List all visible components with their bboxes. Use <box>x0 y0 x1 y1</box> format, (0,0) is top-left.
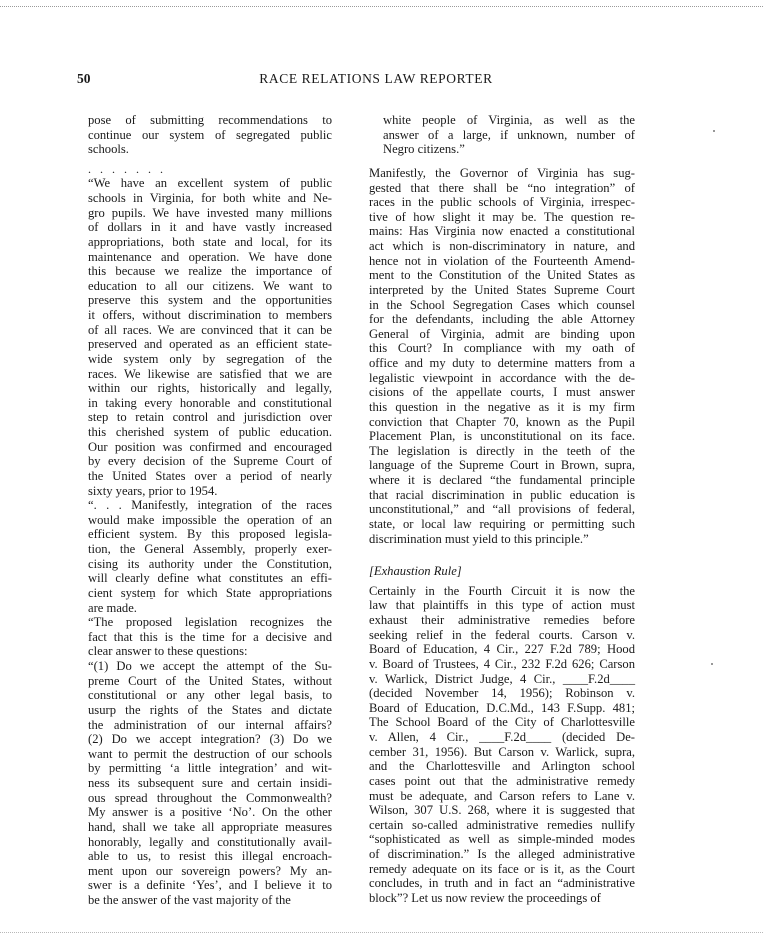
text-line: The School Board of the City of Charlottesville <box>369 715 635 730</box>
text-line: are made. <box>88 600 137 615</box>
paragraph <box>369 584 635 906</box>
text-line: sixty years, prior to 1954. <box>88 483 218 498</box>
text-line: Manifestly, the Governor of Virginia has sug- <box>369 165 635 180</box>
text-line: exhaust their administrative remedies before <box>369 613 635 627</box>
text-line: step to retain control and jurisdiction over <box>88 410 332 425</box>
paragraph <box>88 615 332 659</box>
text-line: will clearly define what constitutes an effi- <box>88 571 332 586</box>
paragraph <box>88 176 332 498</box>
text-line: certain so-called administrative remedies nullify <box>369 817 635 832</box>
text-line: ous spread throughout the Commonwealth? <box>88 790 332 805</box>
text-line: unconstitutional,” and “all provisions of federal, <box>369 502 635 517</box>
text-line: block”? Let us now review the proceedings of <box>369 890 601 905</box>
section-subheading: [Exhaustion Rule] <box>369 564 462 579</box>
text-line: by every decision of the Supreme Court of <box>88 454 332 469</box>
text-line: the administration of our internal affairs? <box>88 717 332 732</box>
text-line: preserved and operated as an efficient state- <box>88 337 332 352</box>
text-line: races in the public schools of Virginia, irrespec- <box>369 195 635 210</box>
text-line: this cherished system of public education. <box>88 425 332 440</box>
text-line: cisions of the appellate courts, I must answer <box>369 385 635 400</box>
text-line: fact that this is the time for a decisive and <box>88 629 332 644</box>
text-line: The legislation is directly in the teeth of the <box>369 443 635 458</box>
text-line: cising its authority under the Constitution, <box>88 556 332 571</box>
text-line: that racial discrimination in public education is <box>369 487 635 502</box>
text-line: Placement Plan, is unconstitutional on its face. <box>369 429 635 444</box>
scan-speck <box>711 663 713 665</box>
text-line: education to all our citizens. We want to <box>88 278 332 293</box>
text-line: answer of a large, if unknown, number of <box>383 127 635 142</box>
text-line: continue our system of segregated public <box>88 127 332 142</box>
text-line: remedy adequate on its face or is it, as the Court <box>369 861 635 876</box>
text-line: within our rights, historically and legally, <box>88 381 332 396</box>
text-line: Wilson, 307 U.S. 268, where it is suggested that <box>369 803 635 818</box>
text-line: this Court? In compliance with my oath of <box>369 341 635 356</box>
text-line: “. . . Manifestly, integration of the races <box>88 498 332 513</box>
text-line: ness its subsequent sure and certain insidi- <box>88 776 332 791</box>
text-line: legalistic viewpoint in accordance with the de- <box>369 370 635 385</box>
page-header <box>72 71 680 89</box>
text-line: constitutional or any other legal basis, to <box>88 688 332 703</box>
text-line: Board of Education, 4 Cir., 227 F.2d 789; Hood <box>369 642 635 657</box>
text-line: Board of Education, D.C.Md., 143 F.Supp. 481; <box>369 700 635 715</box>
text-line: gested that there shall be “no integration” of <box>369 180 635 195</box>
text-line: appropriations, both state and local, for its <box>88 234 332 249</box>
text-line: tion, the General Assembly, properly exer- <box>88 542 332 557</box>
right-column <box>369 113 635 906</box>
text-line: tive of how slight it may be. The question re- <box>369 209 635 224</box>
ellipsis-marker: . . . . . . . <box>88 161 166 176</box>
paragraph <box>369 166 635 546</box>
text-line: “(1) Do we accept the attempt of the Su- <box>88 659 332 674</box>
text-line: swer is a definite ‘Yes’, and I believe it to <box>88 878 332 893</box>
page-number: 50 <box>77 71 91 86</box>
text-line: concludes, in truth and in fact an “administrative <box>369 876 635 891</box>
text-line: Negro citizens.” <box>383 142 465 157</box>
text-line: Our position was confirmed and encouraged <box>88 439 332 454</box>
text-line: hence not in violation of the Fourteenth Amend- <box>369 253 635 268</box>
text-line: able to us, to resist this illegal encroach- <box>88 849 332 864</box>
text-line: ment upon our sovereign powers? My an- <box>88 863 332 878</box>
text-line: in taking every honorable and constitutional <box>88 395 332 410</box>
text-line: My answer is a positive ‘No’. On the other <box>88 805 332 820</box>
text-line: “We have an excellent system of public <box>88 176 332 191</box>
text-line: wide system only by segregation of the <box>88 351 332 366</box>
text-line: honorably, legally and constitutionally avail- <box>88 834 332 849</box>
text-line: v. Allen, 4 Cir., ____F.2d____ (decided De- <box>369 730 635 744</box>
text-line: for the defendants, including the able Attorney <box>369 312 635 327</box>
text-line: gro pupils. We have invested many millions <box>88 205 332 220</box>
text-line: cember 31, 1956). But Carson v. Warlick, supra, <box>369 744 635 759</box>
text-line: “The proposed legislation recognizes the <box>88 615 332 630</box>
text-line: in the School Segregation Cases which counsel <box>369 297 635 312</box>
left-column <box>88 113 332 908</box>
text-line: discrimination must yield to this principle.” <box>369 531 589 546</box>
scan-edge-top <box>0 6 763 7</box>
text-line: usurp the rights of the States and dictate <box>88 702 332 717</box>
text-line: it offers, without discrimination to members <box>88 308 332 323</box>
text-line: this because we realize the importance of <box>88 264 332 279</box>
text-line: law that plaintiffs in this type of action must <box>369 598 635 613</box>
text-line: this question in the negative as it is my firm <box>369 399 635 414</box>
scan-edge-bottom <box>0 932 763 933</box>
text-line: language of the Supreme Court in Brown, supra, <box>369 458 635 473</box>
text-line: state, or local law requiring or permitting such <box>369 516 635 531</box>
text-line: General of Virginia, admit are binding upon <box>369 326 635 341</box>
text-line: (2) Do we accept integration? (3) Do we <box>88 732 332 747</box>
text-line: “sophisticated as well as simple-minded modes <box>369 832 635 847</box>
text-line: interpreted by the United States Supreme Court <box>369 282 635 297</box>
text-line: cases point out that the administrative remedy <box>369 773 635 788</box>
paragraph <box>88 659 332 908</box>
text-line: ment to the Constitution of the United States as <box>369 268 635 283</box>
text-line: schools. <box>88 142 129 157</box>
text-line: the United States over a period of nearly <box>88 468 332 483</box>
paragraph <box>88 498 332 615</box>
text-line: preme Court of the United States, without <box>88 673 332 688</box>
text-line: races. We likewise are satisfied that we are <box>88 366 332 381</box>
text-line: of all races. We are convinced that it can be <box>88 322 332 337</box>
text-line: v. Warlick, District Judge, 4 Cir., ____F.2d____ <box>369 671 635 686</box>
text-line: clear answer to these questions: <box>88 644 248 659</box>
text-line: of discrimination.” Is the alleged administrative <box>369 847 635 861</box>
text-line: hand, shall we take all appropriate measures <box>88 819 332 834</box>
text-line: schools in Virginia, for both white and Ne- <box>88 191 332 206</box>
scan-speck <box>713 130 715 132</box>
text-line: would make impossible the operation of an <box>88 512 332 527</box>
text-line: want to permit the destruction of our schools <box>88 746 332 761</box>
text-line: seeking relief in the federal courts. Carson v. <box>369 627 635 642</box>
text-line: maintenance and operation. We have done <box>88 249 332 264</box>
running-head: RACE RELATIONS LAW REPORTER <box>259 71 493 86</box>
text-line: where it is declared “the fundamental principle <box>369 473 635 487</box>
text-line: conviction that Chapter 70, known as the Pupil <box>369 414 635 429</box>
text-line: efficient system. By this proposed legisla- <box>88 527 332 542</box>
text-line: cient system for which State appropriations <box>88 585 332 600</box>
text-line: of dollars in it and have vastly increased <box>88 220 332 235</box>
text-line: (decided November 14, 1956); Robinson v. <box>369 686 635 701</box>
paragraph <box>88 113 332 157</box>
text-line: mains: Has Virginia now enacted a constitutional <box>369 224 635 239</box>
text-line: white people of Virginia, as well as the <box>383 113 635 127</box>
text-line: and the Charlottesville and Arlington school <box>369 759 635 774</box>
text-line: must be adequate, and Carson refers to Lane v. <box>369 788 635 803</box>
paragraph <box>369 113 635 157</box>
text-line: v. Board of Trustees, 4 Cir., 232 F.2d 626; Carson <box>369 656 635 671</box>
text-line: preserve this system and the opportunities <box>88 293 332 308</box>
text-line: office and my duty to determine matters from a <box>369 356 635 370</box>
text-line: Certainly in the Fourth Circuit it is now the <box>369 583 635 598</box>
text-line: pose of submitting recommendations to <box>88 113 332 127</box>
text-line: be the answer of the vast majority of the <box>88 893 291 908</box>
text-line: by permitting ‘a little integration’ and wit- <box>88 761 332 776</box>
text-line: act which is non-discriminatory in nature, and <box>369 239 635 253</box>
